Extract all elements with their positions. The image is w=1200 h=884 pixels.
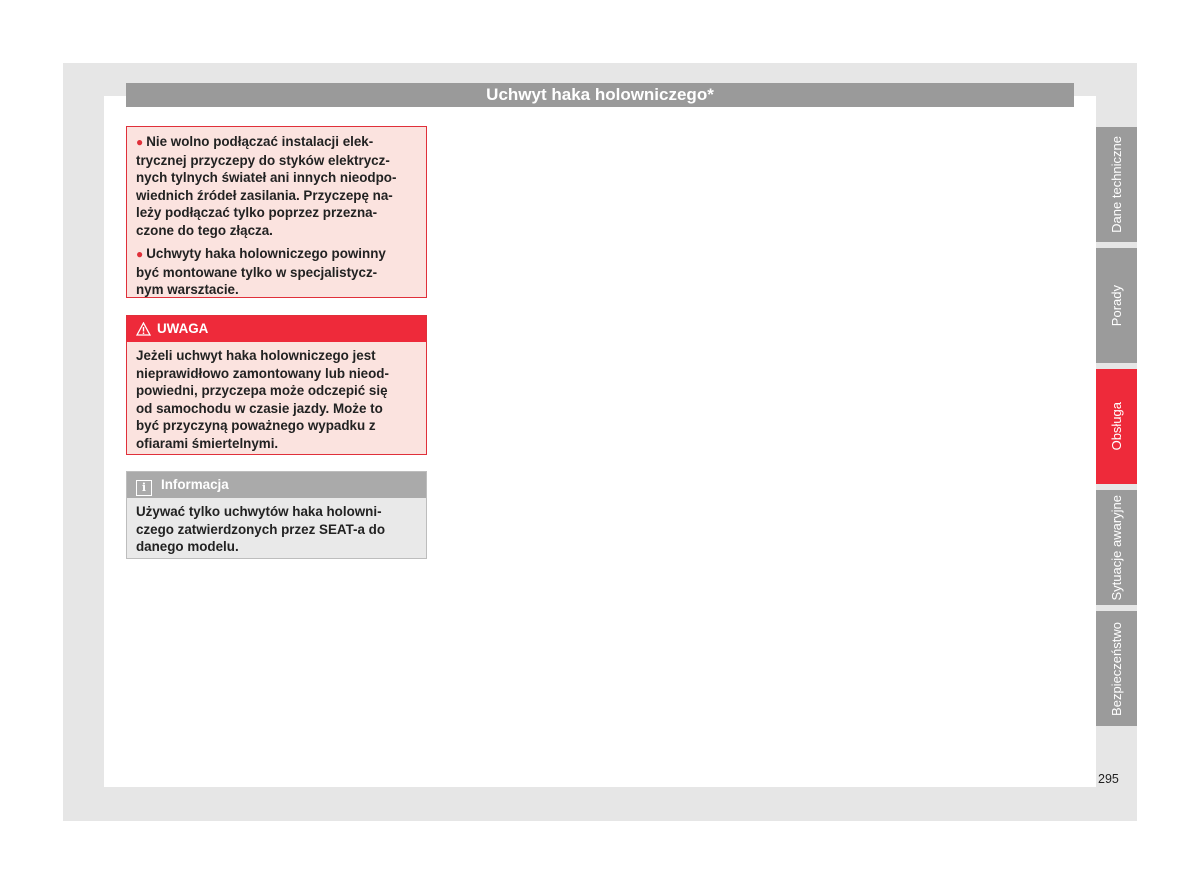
warning-item [136,133,418,239]
info-label: Informacja [161,477,229,492]
caution-text: Jeżeli uchwyt haka holowniczego jest nieprawidłowo zamontowany lub nieod- powiedni, przyczepa może odczepić się od samochodu w czasie jazdy. Może to być przyczyną poważnego wypadku z ofiarami śmiertelnymi. [136,348,389,451]
tab-bezpieczenstwo[interactable] [1096,611,1137,726]
warning-item [136,245,418,299]
warning-item-text: Uchwyty haka holowniczego powinny być montowane tylko w specjalistycz- nym warsztacie. [136,246,386,297]
caution-box [126,315,427,455]
warning-triangle-icon [136,322,151,336]
tab-porady[interactable] [1096,248,1137,363]
tab-label: Bezpieczeństwo [1109,621,1124,716]
bullet-icon: ● [136,247,144,261]
caution-label: UWAGA [157,321,209,336]
bullet-icon: ● [136,135,144,149]
info-text: Używać tylko uchwytów haka holowni- czego zatwierdzonych przez SEAT-a do danego modelu. [136,504,386,554]
warning-item-text: Nie wolno podłączać instalacji elek- trycznej przyczepy do styków elektrycz- nych tylnych świateł ani innych nieodpo- wiednich źródeł zasilania. Przyczepę na- leży podłączać tylko poprzez przezna- czone do tego złącza. [136,134,397,238]
tab-obsluga[interactable] [1096,369,1137,484]
page-title: Uchwyt haka holowniczego* [126,83,1074,107]
page-number: 295 [1098,772,1119,786]
info-header [127,472,426,498]
info-icon: i [136,480,152,496]
tab-label: Sytuacje awaryjne [1109,494,1124,601]
tab-label: Obsługa [1109,402,1124,451]
info-box [126,471,427,559]
tab-label: Dane techniczne [1109,136,1124,233]
warning-box [126,126,427,298]
tab-sytuacje-awaryjne[interactable] [1096,490,1137,605]
caution-header [127,316,426,342]
tab-label: Porady [1109,284,1124,327]
tab-dane-techniczne[interactable] [1096,127,1137,242]
